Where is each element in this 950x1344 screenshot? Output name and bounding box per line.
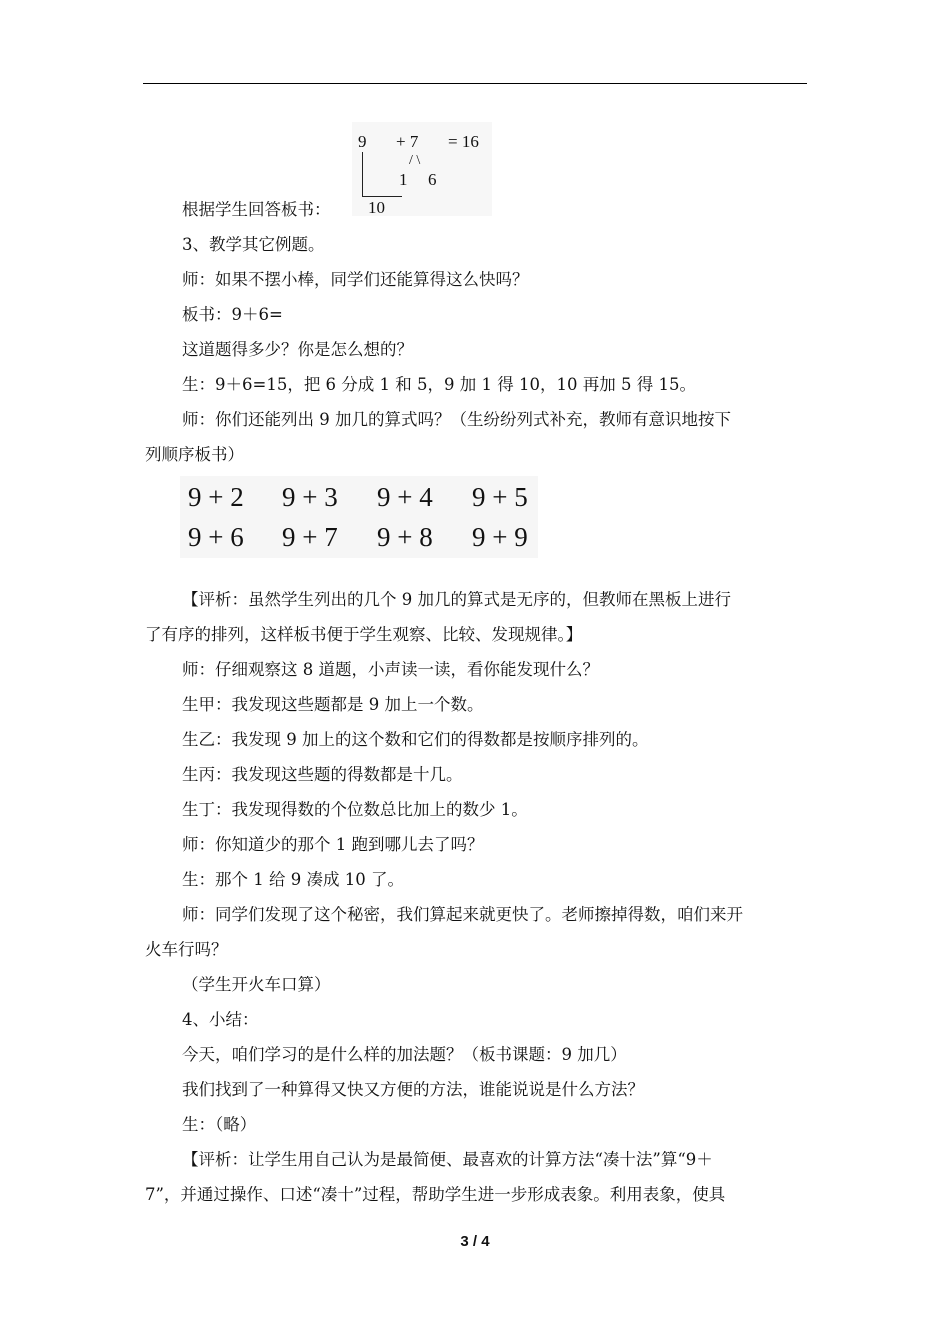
equation: 9 + 5 bbox=[472, 482, 528, 512]
header-rule bbox=[143, 83, 807, 84]
equation: 9 + 2 bbox=[188, 482, 244, 512]
paragraph: 3、教学其它例题。 bbox=[182, 235, 325, 254]
paragraph: 生：9＋6=15，把 6 分成 1 和 5，9 加 1 得 10，10 再加 5 得 15。 bbox=[182, 375, 696, 394]
diagram-ten: 10 bbox=[368, 198, 385, 217]
paragraph: 师：同学们发现了这个秘密，我们算起来就更快了。老师擦掉得数，咱们来开 bbox=[182, 905, 743, 924]
paragraph: 7”，并通过操作、口述“凑十”过程，帮助学生进一步形成表象。利用表象，使具 bbox=[145, 1185, 726, 1204]
equation: 9 + 6 bbox=[188, 522, 244, 552]
page-number: 3 / 4 bbox=[460, 1233, 490, 1250]
paragraph: 列顺序板书） bbox=[145, 445, 244, 464]
diagram-nine: 9 bbox=[358, 132, 367, 151]
diagram-bracket-horizontal bbox=[362, 196, 402, 197]
paragraph: 今天，咱们学习的是什么样的加法题？（板书课题：9 加几） bbox=[182, 1045, 627, 1064]
paragraph: 这道题得多少？你是怎么想的？ bbox=[182, 340, 413, 359]
diagram-result: = 16 bbox=[448, 132, 479, 151]
diagram-plus-seven: + 7 bbox=[396, 132, 419, 151]
equation: 9 + 9 bbox=[472, 522, 528, 552]
paragraph: 了有序的排列，这样板书便于学生观察、比较、发现规律。】 bbox=[145, 625, 583, 644]
paragraph: 我们找到了一种算得又快又方便的方法，谁能说说是什么方法？ bbox=[182, 1080, 644, 1099]
equation: 9 + 3 bbox=[282, 482, 338, 512]
paragraph: 【评析：虽然学生列出的几个 9 加几的算式是无序的，但教师在黑板上进行 bbox=[182, 590, 731, 609]
paragraph: 4、小结： bbox=[182, 1010, 259, 1029]
paragraph: 【评析：让学生用自己认为是最简便、最喜欢的计算方法“凑十法”算“9＋ bbox=[182, 1150, 713, 1169]
paragraph: 板书：9＋6= bbox=[182, 305, 283, 324]
equation: 9 + 8 bbox=[377, 522, 433, 552]
paragraph: （学生开火车口算） bbox=[182, 975, 331, 994]
paragraph: 生丁：我发现得数的个位数总比加上的数少 1。 bbox=[182, 800, 528, 819]
paragraph: 师：如果不摆小棒，同学们还能算得这么快吗？ bbox=[182, 270, 529, 289]
paragraph: 根据学生回答板书： bbox=[182, 200, 331, 219]
paragraph: 师：仔细观察这 8 道题，小声读一读，看你能发现什么？ bbox=[182, 660, 599, 679]
paragraph: 生丙：我发现这些题的得数都是十几。 bbox=[182, 765, 463, 784]
equation: 9 + 4 bbox=[377, 482, 433, 512]
paragraph: 师：你们还能列出 9 加几的算式吗？（生纷纷列式补充，教师有意识地按下 bbox=[182, 410, 731, 429]
paragraph: 生：那个 1 给 9 凑成 10 了。 bbox=[182, 870, 404, 889]
paragraph: 生乙：我发现 9 加上的这个数和它们的得数都是按顺序排列的。 bbox=[182, 730, 649, 749]
diagram-split-lines: / \ bbox=[409, 153, 421, 168]
paragraph: 生甲：我发现这些题都是 9 加上一个数。 bbox=[182, 695, 484, 714]
paragraph: 火车行吗？ bbox=[145, 940, 228, 959]
diagram-bracket-vertical bbox=[362, 152, 363, 196]
equation: 9 + 7 bbox=[282, 522, 338, 552]
diagram-six: 6 bbox=[428, 170, 437, 189]
equation-board bbox=[180, 476, 538, 558]
paragraph: 生：（略） bbox=[182, 1115, 257, 1134]
diagram-one: 1 bbox=[399, 170, 408, 189]
paragraph: 师：你知道少的那个 1 跑到哪儿去了吗？ bbox=[182, 835, 484, 854]
